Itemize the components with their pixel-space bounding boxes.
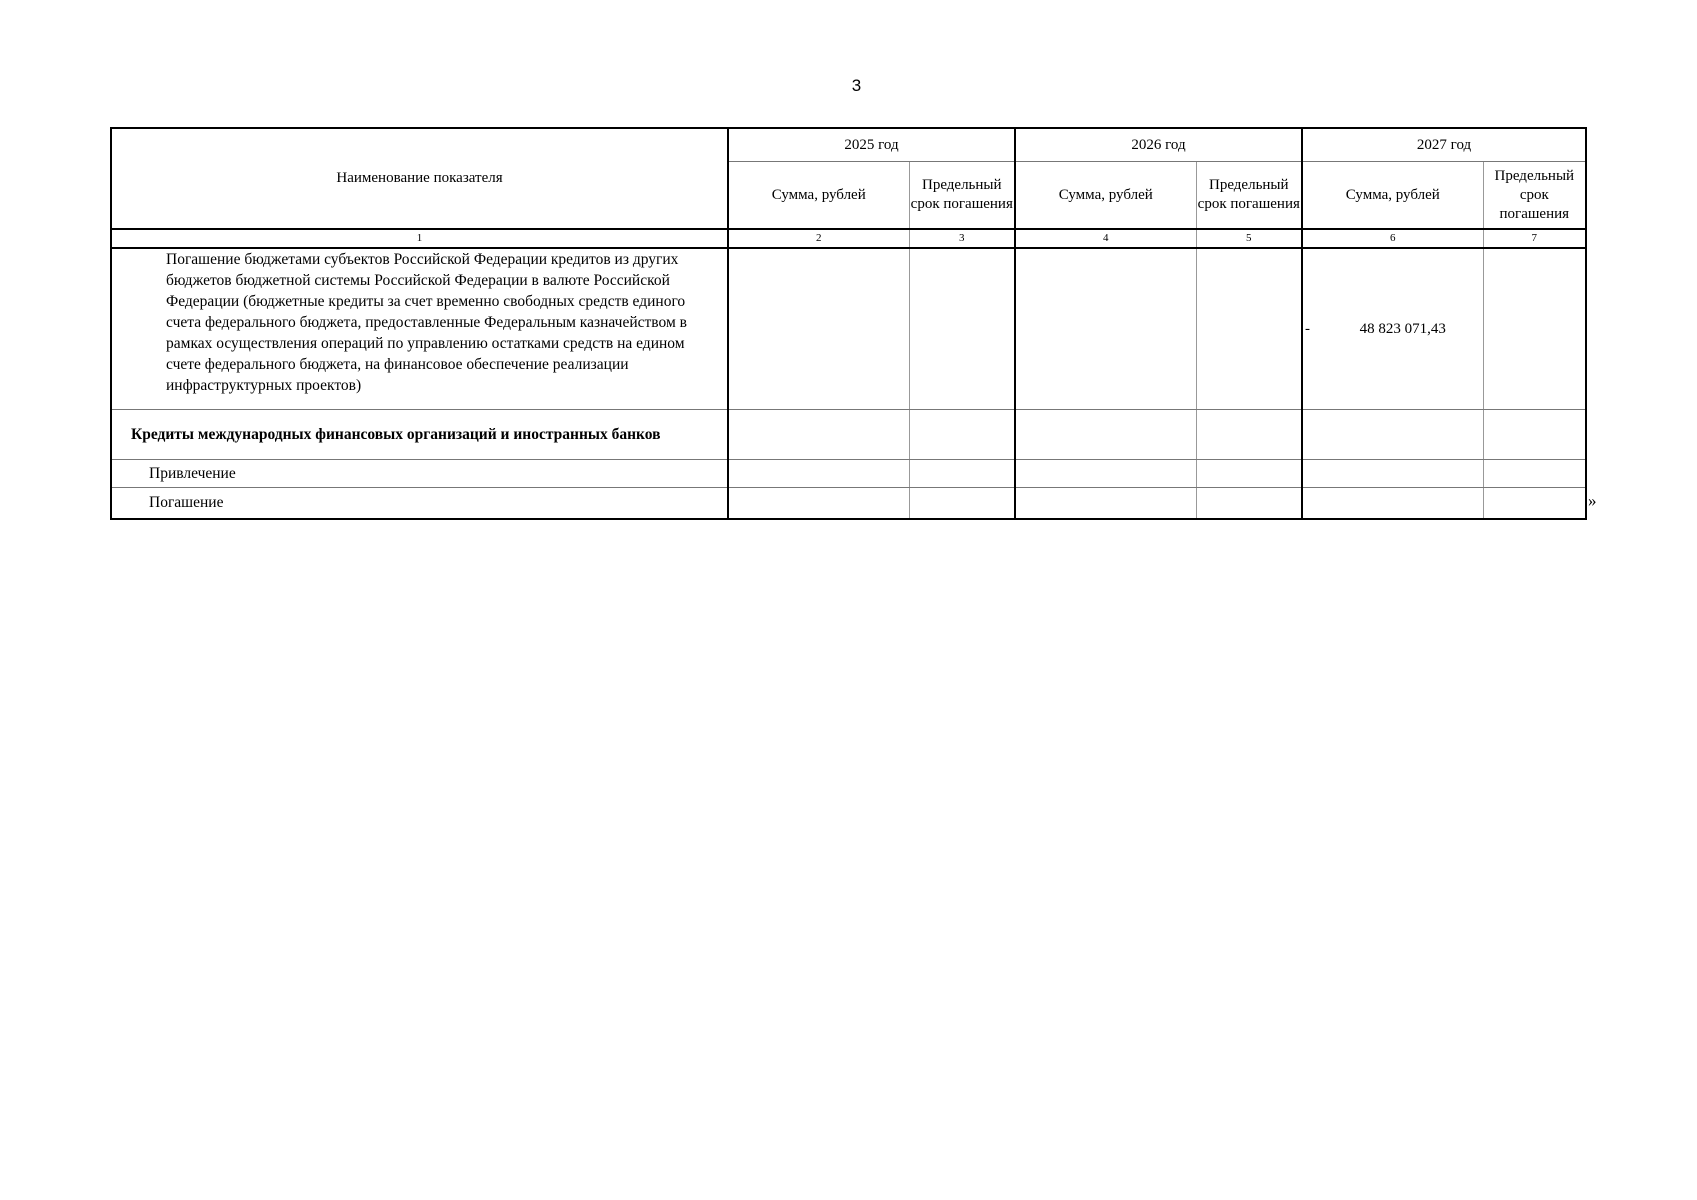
table-row	[111, 248, 1586, 410]
cell-deadline-2026	[1196, 248, 1302, 410]
header-indicator-name: Наименование показателя	[111, 128, 728, 229]
header-deadline-2027: Предельный срок погашения	[1483, 162, 1586, 230]
cell-amount-2025	[728, 460, 909, 488]
header-year-2027: 2027 год	[1302, 128, 1586, 162]
cell-amount-2027	[1302, 410, 1483, 460]
cell-deadline-2027	[1483, 410, 1586, 460]
header-year-2025: 2025 год	[728, 128, 1015, 162]
row-name-international-credits: Кредиты международных финансовых организаций и иностранных банков	[111, 410, 728, 460]
cell-amount-2026	[1015, 488, 1196, 520]
row-name-repayment: Погашение	[111, 488, 728, 520]
page-number: 3	[851, 76, 862, 95]
cell-deadline-2027	[1483, 460, 1586, 488]
column-number: 4	[1015, 229, 1196, 248]
budget-credits-table	[110, 127, 1587, 520]
cell-deadline-2027	[1483, 248, 1586, 410]
cell-amount-2025	[728, 488, 909, 520]
cell-deadline-2026	[1196, 410, 1302, 460]
header-amount-2027: Сумма, рублей	[1302, 162, 1483, 230]
column-number: 3	[909, 229, 1015, 248]
cell-amount-2027	[1302, 460, 1483, 488]
header-amount-2026: Сумма, рублей	[1015, 162, 1196, 230]
column-number: 2	[728, 229, 909, 248]
cell-deadline-2027	[1483, 488, 1586, 520]
cell-deadline-2026	[1196, 460, 1302, 488]
header-amount-2025: Сумма, рублей	[728, 162, 909, 230]
cell-amount-2025	[728, 248, 909, 410]
cell-deadline-2025	[909, 248, 1015, 410]
column-numbers-row	[111, 229, 1586, 248]
header-year-2026: 2026 год	[1015, 128, 1302, 162]
table-row	[111, 410, 1586, 460]
closing-quote: »	[1588, 491, 1597, 510]
cell-amount-2026	[1015, 248, 1196, 410]
column-number: 5	[1196, 229, 1302, 248]
row-name-repayment-budget-credits: Погашение бюджетами субъектов Российской Федерации кредитов из других бюджетов бюджетной системы Российской Федерации в валюте Российской Федерации (бюджетные кредиты за счет временно свободных средств единого счета федерального бюджета, предоставленные Федеральным казначейством в рамках осуществления операций по управлению остатками средств на едином счете федерального бюджета, на финансовое обеспечение реализации инфраструктурных проектов)	[111, 248, 728, 410]
cell-amount-2026	[1015, 410, 1196, 460]
header-years-row	[111, 128, 1586, 162]
cell-deadline-2025	[909, 460, 1015, 488]
column-number: 1	[111, 229, 728, 248]
column-number: 7	[1483, 229, 1586, 248]
cell-amount-2027	[1302, 488, 1483, 520]
table-row	[111, 460, 1586, 488]
minus-sign: -	[1305, 321, 1311, 337]
column-number: 6	[1302, 229, 1483, 248]
row-name-attraction: Привлечение	[111, 460, 728, 488]
amount-value: 48 823 071,43	[1359, 320, 1446, 337]
cell-amount-2025	[728, 410, 909, 460]
header-deadline-2026: Предельный срок погашения	[1196, 162, 1302, 230]
header-deadline-2025: Предельный срок погашения	[909, 162, 1015, 230]
cell-amount-2026	[1015, 460, 1196, 488]
cell-deadline-2025	[909, 410, 1015, 460]
cell-deadline-2026	[1196, 488, 1302, 520]
cell-amount-2027	[1302, 248, 1483, 410]
table-row	[111, 488, 1586, 520]
cell-deadline-2025	[909, 488, 1015, 520]
